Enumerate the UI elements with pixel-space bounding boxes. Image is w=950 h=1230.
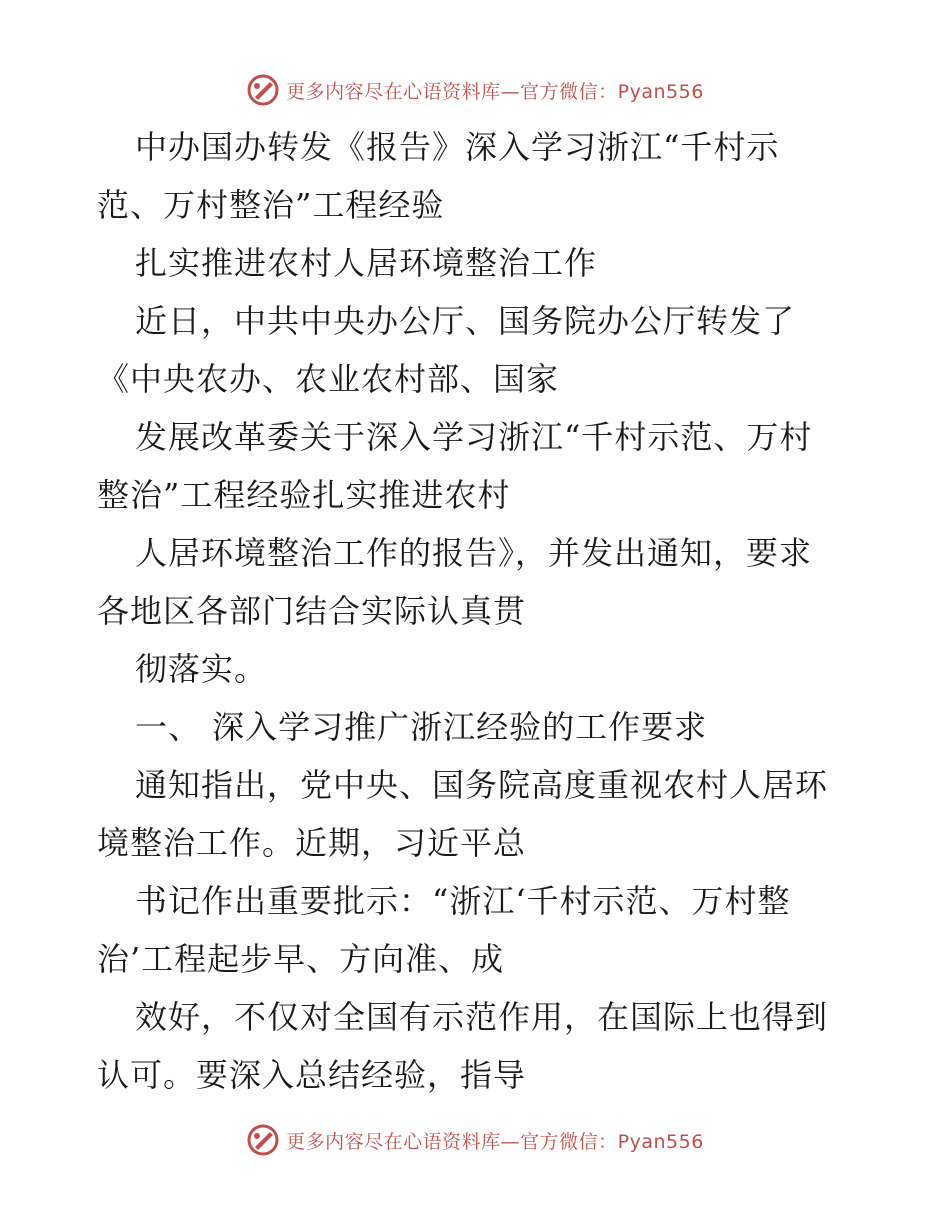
paragraph-line: 近日，中共中央办公厅、国务院办公厅转发了 bbox=[135, 302, 796, 340]
paragraph-line: 《中央农办、农业农村部、国家 bbox=[97, 360, 560, 398]
footer-watermark-banner bbox=[0, 1120, 950, 1160]
paragraph-line: 人居环境整治工作的报告》，并发出通知，要求 bbox=[135, 534, 813, 572]
section-heading: 一、 深入学习推广浙江经验的工作要求 bbox=[135, 708, 708, 746]
paragraph-line: 整治”工程经验扎实推进农村 bbox=[97, 476, 511, 514]
paragraph-line: 效好，不仅对全国有示范作用，在国际上也得到 bbox=[135, 998, 829, 1036]
title-line: 中办国办转发《报告》深入学习浙江“千村示 bbox=[135, 128, 780, 166]
watermark-logo-icon bbox=[246, 73, 280, 107]
paragraph-line: 通知指出，党中央、国务院高度重视农村人居环 bbox=[135, 766, 829, 804]
paragraph-line: 治’工程起步早、方向准、成 bbox=[97, 940, 505, 978]
document-body bbox=[97, 118, 857, 1104]
paragraph-line: 各地区各部门结合实际认真贯 bbox=[97, 592, 527, 630]
header-watermark-banner bbox=[0, 70, 950, 110]
subtitle-line: 扎实推进农村人居环境整治工作 bbox=[135, 244, 598, 282]
paragraph-line: 书记作出重要批示：“浙江‘千村示范、万村整 bbox=[135, 882, 791, 920]
footer-watermark-text: 更多内容尽在心语资料库—官方微信：Pyan556 bbox=[286, 1130, 704, 1153]
title-line: 范、万村整治”工程经验 bbox=[97, 186, 445, 224]
paragraph-line: 彻落实。 bbox=[135, 650, 268, 688]
watermark-logo-icon bbox=[246, 1123, 280, 1157]
header-watermark-text: 更多内容尽在心语资料库—官方微信：Pyan556 bbox=[286, 80, 704, 103]
paragraph-line: 发展改革委关于深入学习浙江“千村示范、万村 bbox=[135, 418, 813, 456]
paragraph-line: 认可。要深入总结经验，指导 bbox=[97, 1056, 527, 1094]
paragraph-line: 境整治工作。近期，习近平总 bbox=[97, 824, 527, 862]
